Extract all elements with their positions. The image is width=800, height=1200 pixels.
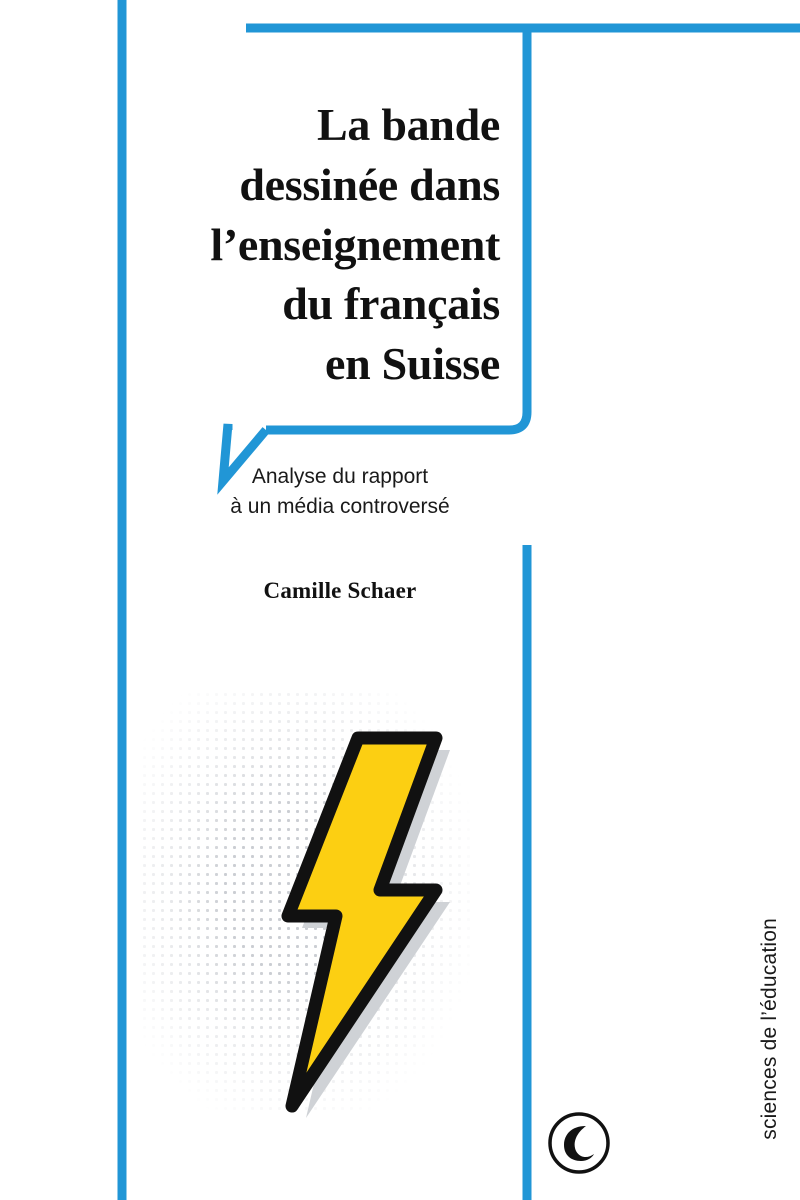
title-line: en Suisse [325, 338, 500, 390]
title-line: dessinée dans [239, 158, 500, 210]
editions-alphil-logo-icon [548, 1112, 610, 1174]
title-line: du français [282, 278, 500, 330]
subtitle-line: à un média controversé [230, 494, 450, 518]
title-line: l’enseignement [210, 218, 500, 270]
title-line: La bande [317, 99, 500, 150]
book-title [120, 95, 500, 394]
book-subtitle [140, 462, 540, 522]
subtitle-line: Analyse du rapport [251, 465, 429, 488]
collection-label: sciences de l’éducation [758, 918, 781, 1140]
book-author: Camille Schaer [263, 578, 417, 603]
lightning-bolt-icon [240, 720, 470, 1120]
